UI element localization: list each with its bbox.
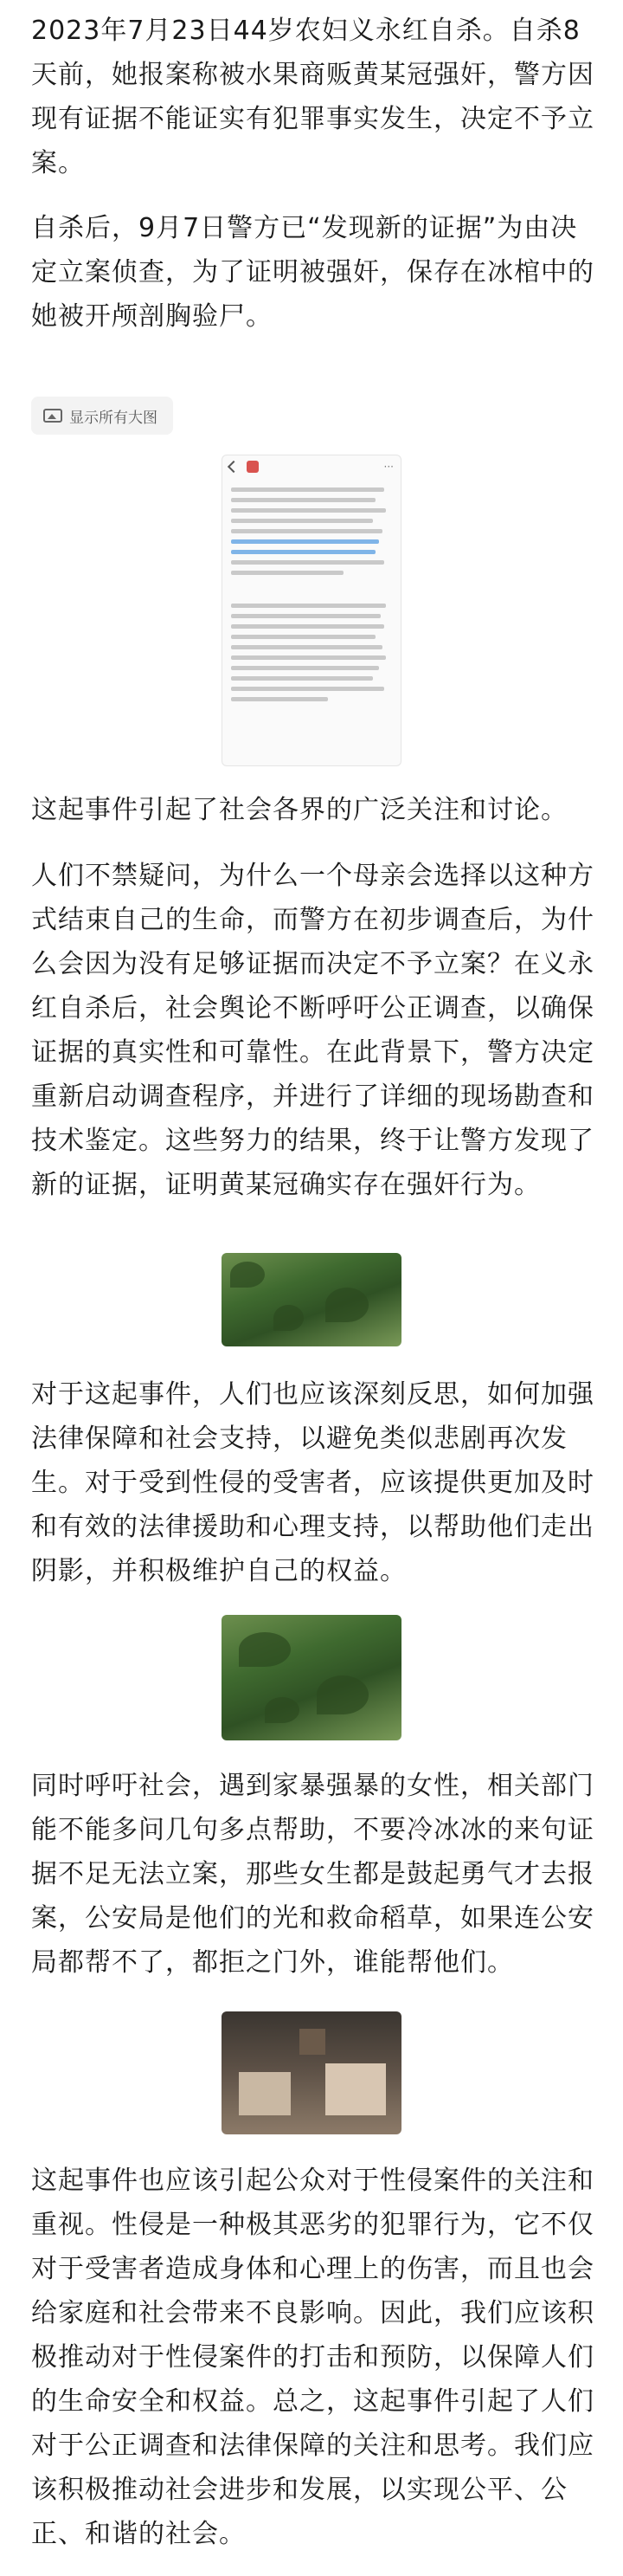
more-icon: ···	[383, 461, 394, 473]
avatar	[247, 461, 259, 473]
back-icon	[228, 461, 240, 473]
jungle-photo-2[interactable]	[222, 1615, 401, 1740]
paragraph-3: 这起事件引起了社会各界的广泛关注和讨论。	[31, 795, 568, 825]
jungle-photo-1[interactable]	[222, 1253, 401, 1346]
show-all-images-label: 显示所有大图	[69, 409, 157, 427]
paragraph-5: 对于这起事件，人们也应该深刻反思，如何加强法律保障和社会支持，以避免类似悲剧再次发生。对于受到性侵的受害者，应该提供更加及时和有效的法律援助和心理支持，以帮助他们走出阴影，并积极维护自己的权益。	[31, 1379, 594, 1586]
room-photo[interactable]	[222, 2011, 401, 2134]
screenshot-image[interactable]	[222, 455, 401, 766]
paragraph-6: 同时呼吁社会，遇到家暴强暴的女性，相关部门能不能多问几句多点帮助，不要冷冰冰的来句证据不足无法立案，那些女生都是鼓起勇气才去报案，公安局是他们的光和救命稻草，如果连公安局都帮不了，都拒之门外，谁能帮他们。	[31, 1771, 594, 1978]
paragraph-7: 这起事件也应该引起公众对于性侵案件的关注和重视。性侵是一种极其恶劣的犯罪行为，它不仅对于受害者造成身体和心理上的伤害，而且也会给家庭和社会带来不良影响。因此，我们应该积极推动对于性侵案件的打击和预防，以保障人们的生命安全和权益。总之，这起事件引起了人们对于公正调查和法律保障的关注和思考。我们应该积极推动社会进步和发展，以实现公平、公正、和谐的社会。	[31, 2166, 594, 2549]
paragraph-2: 自杀后，9月7日警方已“发现新的证据”为由决定立案侦查，为了证明被强奸，保存在冰棺中的她被开颅剖胸验尸。	[31, 213, 594, 332]
show-all-images-button[interactable]	[31, 397, 173, 435]
paragraph-4: 人们不禁疑问，为什么一个母亲会选择以这种方式结束自己的生命，而警方在初步调查后，为什么会因为没有足够证据而决定不予立案？在义永红自杀后，社会舆论不断呼吁公正调查，以确保证据的真实性和可靠性。在此背景下，警方决定重新启动调查程序，并进行了详细的现场勘查和技术鉴定。这些努力的结果，终于让警方发现了新的证据，证明黄某冠确实存在强奸行为。	[31, 861, 594, 1200]
paragraph-1: 2023年7月23日44岁农妇义永红自杀。自杀8天前，她报案称被水果商贩黄某冠强奸，警方因现有证据不能证实有犯罪事实发生，决定不予立案。	[31, 16, 594, 178]
image-icon	[43, 409, 62, 423]
